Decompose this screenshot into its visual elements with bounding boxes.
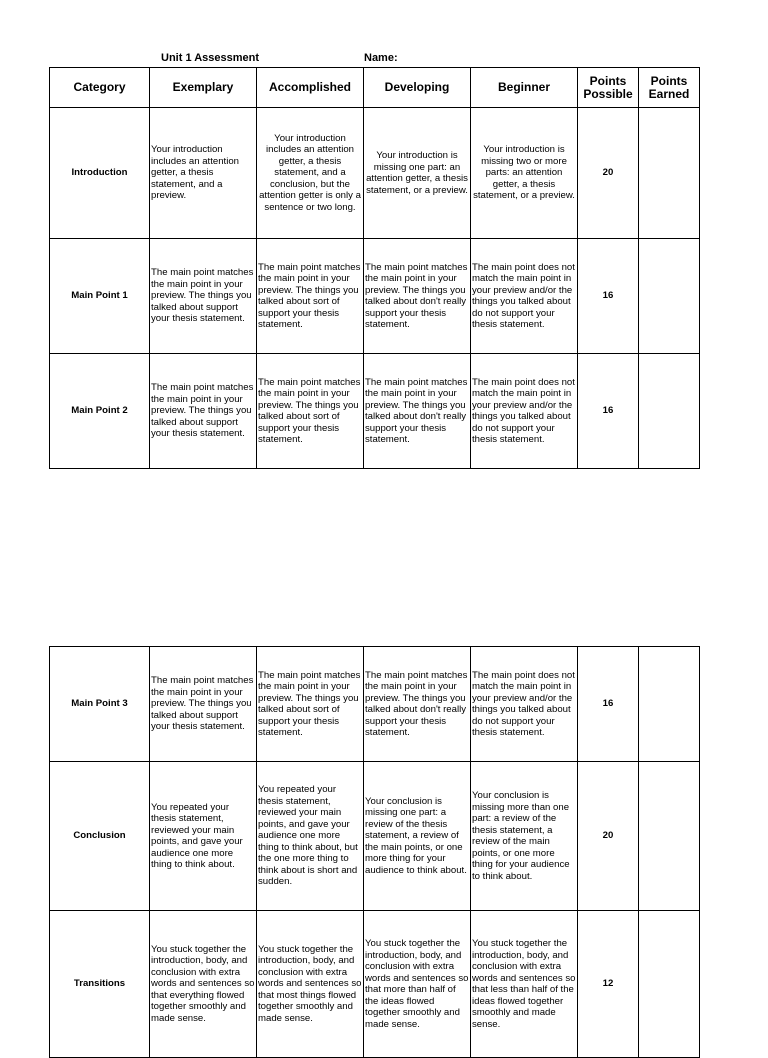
rubric-table-page-2 bbox=[49, 646, 700, 1058]
cell-developing: The main point matches the main point in your preview. The things you talked about don't really support your thesis statement. bbox=[364, 239, 471, 354]
cell-developing: The main point matches the main point in your preview. The things you talked about don't really support your thesis statement. bbox=[364, 354, 471, 469]
column-header-points-earned: Points Earned bbox=[639, 68, 700, 108]
cell-exemplary: Your introduction includes an attention getter, a thesis statement, and a preview. bbox=[150, 108, 257, 239]
row-category: Introduction bbox=[50, 108, 150, 239]
row-category: Main Point 3 bbox=[50, 647, 150, 762]
cell-points-earned[interactable] bbox=[639, 354, 700, 469]
cell-exemplary: The main point matches the main point in your preview. The things you talked about support your thesis statement. bbox=[150, 239, 257, 354]
cell-points-earned[interactable] bbox=[639, 762, 700, 911]
column-header-category: Category bbox=[50, 68, 150, 108]
cell-points-earned[interactable] bbox=[639, 911, 700, 1058]
cell-accomplished: The main point matches the main point in your preview. The things you talked about sort of support your thesis statement. bbox=[257, 354, 364, 469]
assessment-title: Unit 1 Assessment bbox=[161, 52, 260, 64]
cell-beginner: The main point does not match the main point in your preview and/or the things you talked about do not support your thesis statement. bbox=[471, 239, 578, 354]
cell-points-earned[interactable] bbox=[639, 239, 700, 354]
table-row bbox=[50, 239, 700, 354]
cell-developing: The main point matches the main point in your preview. The things you talked about don't really support your thesis statement. bbox=[364, 647, 471, 762]
cell-exemplary: The main point matches the main point in your preview. The things you talked about support your thesis statement. bbox=[150, 354, 257, 469]
row-category: Main Point 1 bbox=[50, 239, 150, 354]
cell-beginner: You stuck together the introduction, body, and conclusion with extra words and sentences so that less than half of the ideas flowed together smoothly and made sense. bbox=[471, 911, 578, 1058]
header-row bbox=[50, 68, 700, 108]
cell-exemplary: The main point matches the main point in your preview. The things you talked about support your thesis statement. bbox=[150, 647, 257, 762]
cell-points-possible: 12 bbox=[578, 911, 639, 1058]
column-header-accomplished: Accomplished bbox=[257, 68, 364, 108]
cell-points-possible: 20 bbox=[578, 762, 639, 911]
cell-accomplished: The main point matches the main point in your preview. The things you talked about sort of support your thesis statement. bbox=[257, 647, 364, 762]
cell-points-possible: 20 bbox=[578, 108, 639, 239]
cell-points-possible: 16 bbox=[578, 239, 639, 354]
table-row bbox=[50, 911, 700, 1058]
row-category: Conclusion bbox=[50, 762, 150, 911]
name-label: Name: bbox=[364, 52, 398, 64]
cell-points-earned[interactable] bbox=[639, 647, 700, 762]
cell-developing: Your conclusion is missing one part: a review of the thesis statement, a review of the main points, or one more thing for your audience to think about. bbox=[364, 762, 471, 911]
cell-points-possible: 16 bbox=[578, 647, 639, 762]
cell-accomplished: The main point matches the main point in your preview. The things you talked about sort of support your thesis statement. bbox=[257, 239, 364, 354]
cell-developing: You stuck together the introduction, body, and conclusion with extra words and sentences so that more than half of the ideas flowed together smoothly and made sense. bbox=[364, 911, 471, 1058]
cell-beginner: The main point does not match the main point in your preview and/or the things you talked about do not support your thesis statement. bbox=[471, 647, 578, 762]
cell-points-possible: 16 bbox=[578, 354, 639, 469]
row-category: Transitions bbox=[50, 911, 150, 1058]
cell-developing: Your introduction is missing one part: an attention getter, a thesis statement, or a preview. bbox=[364, 108, 471, 239]
column-header-points-possible: Points Possible bbox=[578, 68, 639, 108]
cell-accomplished: Your introduction includes an attention getter, a thesis statement, and a conclusion, but the attention getter is only a sentence or two long. bbox=[257, 108, 364, 239]
cell-beginner: Your conclusion is missing more than one part: a review of the thesis statement, a review of the main points, or one more thing for your audience to think about. bbox=[471, 762, 578, 911]
column-header-beginner: Beginner bbox=[471, 68, 578, 108]
table-row bbox=[50, 762, 700, 911]
cell-beginner: Your introduction is missing two or more parts: an attention getter, a thesis statement, or a preview. bbox=[471, 108, 578, 239]
cell-points-earned[interactable] bbox=[639, 108, 700, 239]
column-header-exemplary: Exemplary bbox=[150, 68, 257, 108]
row-category: Main Point 2 bbox=[50, 354, 150, 469]
rubric-table-page-1 bbox=[49, 67, 700, 469]
cell-exemplary: You repeated your thesis statement, reviewed your main points, and gave your audience one more thing to think about. bbox=[150, 762, 257, 911]
table-row bbox=[50, 354, 700, 469]
table-row bbox=[50, 647, 700, 762]
cell-exemplary: You stuck together the introduction, body, and conclusion with extra words and sentences so that everything flowed together smoothly and made sense. bbox=[150, 911, 257, 1058]
cell-accomplished: You repeated your thesis statement, reviewed your main points, and gave your audience one more thing to think about, but the one more thing to think about is short and sudden. bbox=[257, 762, 364, 911]
cell-beginner: The main point does not match the main point in your preview and/or the things you talked about do not support your thesis statement. bbox=[471, 354, 578, 469]
table-row bbox=[50, 108, 700, 239]
cell-accomplished: You stuck together the introduction, body, and conclusion with extra words and sentences so that most things flowed together smoothly and made sense. bbox=[257, 911, 364, 1058]
column-header-developing: Developing bbox=[364, 68, 471, 108]
